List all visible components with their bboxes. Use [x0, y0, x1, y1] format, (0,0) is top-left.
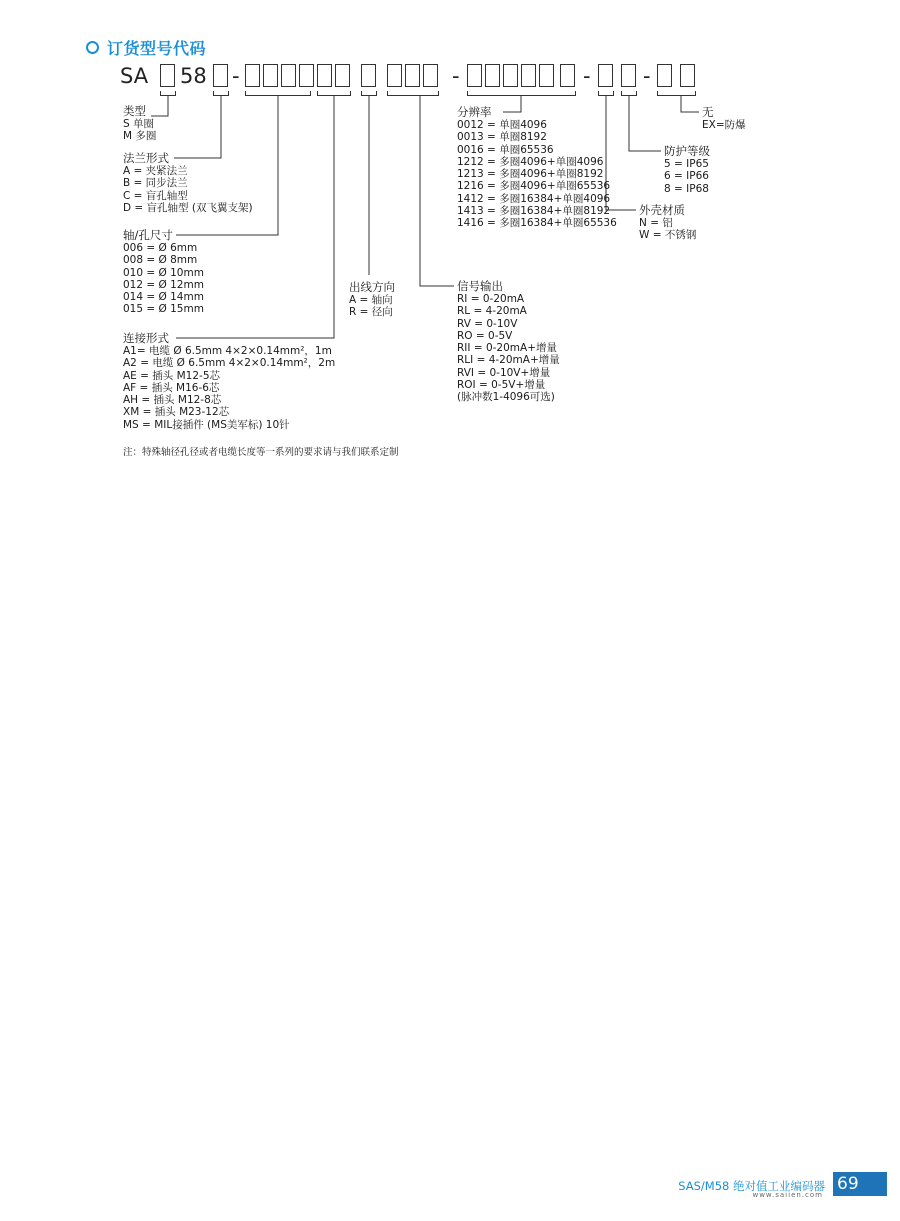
- footer-website: www.saiien.com: [752, 1191, 823, 1199]
- group-title: 出线方向: [349, 280, 395, 294]
- option-item: 0013 = 单圈8192: [457, 131, 547, 144]
- group-title: 无: [702, 105, 714, 119]
- option-item: ROI = 0-5V+增量: [457, 379, 546, 392]
- code-prefix: SA: [120, 64, 149, 88]
- group-housing: [639, 203, 696, 242]
- option-item: RII = 0-20mA+增量: [457, 342, 558, 355]
- group-title: 连接形式: [123, 331, 169, 345]
- option-item: AE = 插头 M12-5芯: [123, 369, 221, 382]
- option-item: EX=防爆: [702, 119, 746, 131]
- option-item: 0016 = 单圈65536: [457, 143, 554, 156]
- group-protection: [664, 144, 710, 195]
- group-connection: [123, 331, 335, 431]
- code-dash: -: [232, 64, 240, 88]
- option-item: 1416 = 多圈16384+单圈65536: [457, 217, 617, 230]
- code-dash: -: [583, 64, 591, 88]
- option-item: 1216 = 多圈4096+单圈65536: [457, 180, 611, 193]
- bracket-outlet: [362, 91, 377, 96]
- option-item: 008 = Ø 8mm: [123, 254, 198, 267]
- bracket-shaft: [246, 91, 311, 96]
- code-dash: -: [452, 64, 460, 88]
- option-item: RV = 0-10V: [457, 317, 518, 330]
- option-item: (脉冲数1-4096可选): [457, 391, 555, 404]
- option-item: 8 = IP68: [664, 182, 709, 195]
- code-model: 58: [180, 64, 207, 88]
- option-item: 015 = Ø 15mm: [123, 303, 204, 316]
- option-item: XM = 插头 M23-12芯: [123, 406, 230, 419]
- bracket-housing: [599, 91, 614, 96]
- option-item: 1212 = 多圈4096+单圈4096: [457, 155, 604, 168]
- group-resolution: [457, 105, 617, 230]
- option-item: W = 不锈钢: [639, 229, 697, 242]
- option-item: N = 铝: [639, 217, 673, 229]
- option-item: RO = 0-5V: [457, 329, 513, 342]
- option-item: AH = 插头 M12-8芯: [123, 394, 222, 407]
- option-item: A = 轴向: [349, 294, 393, 306]
- leader-protection: [629, 96, 661, 151]
- option-item: A1= 电缆 Ø 6.5mm 4×2×0.14mm²，1m: [123, 345, 332, 357]
- group-title: 防护等级: [664, 144, 710, 158]
- option-item: RI = 0-20mA: [457, 293, 525, 305]
- option-item: 1213 = 多圈4096+单圈8192: [457, 168, 604, 181]
- group-signal: [457, 279, 560, 404]
- option-item: 5 = IP65: [664, 158, 709, 170]
- option-item: MS = MIL接插件 (MS美军标) 10针: [123, 418, 290, 431]
- leader-signal: [420, 96, 454, 286]
- option-item: A = 夹紧法兰: [123, 165, 188, 177]
- option-item: M 多圈: [123, 130, 157, 143]
- option-item: D = 盲孔轴型 (双飞翼支架): [123, 201, 253, 214]
- option-item: R = 径向: [349, 306, 393, 319]
- option-item: 010 = Ø 10mm: [123, 266, 204, 279]
- group-type: [123, 104, 156, 143]
- bracket-protection: [622, 91, 637, 96]
- option-item: 1412 = 多圈16384+单圈4096: [457, 192, 611, 205]
- option-item: 006 = Ø 6mm: [123, 242, 198, 254]
- option-item: S 单圈: [123, 118, 155, 130]
- group-title: 分辨率: [457, 105, 492, 119]
- group-title: 法兰形式: [123, 151, 169, 165]
- group-shaft: [123, 228, 204, 316]
- footnote: 注：特殊轴径孔径或者电缆长度等一系列的要求请与我们联系定制: [123, 447, 399, 458]
- leader-flange: [174, 96, 221, 158]
- option-item: 014 = Ø 14mm: [123, 291, 204, 304]
- option-item: 0012 = 单圈4096: [457, 119, 547, 131]
- option-item: RVI = 0-10V+增量: [457, 366, 551, 379]
- group-outlet: [349, 280, 395, 319]
- page-number: 69: [833, 1172, 887, 1196]
- leader-explosion: [681, 96, 699, 112]
- bracket-connection: [318, 91, 351, 96]
- group-title: 外壳材质: [639, 203, 685, 217]
- group-flange: [123, 151, 253, 214]
- bracket-resolution: [468, 91, 576, 96]
- option-item: 1413 = 多圈16384+单圈8192: [457, 205, 611, 218]
- option-item: AF = 插头 M16-6芯: [123, 381, 220, 394]
- bracket-signal: [388, 91, 439, 96]
- option-item: A2 = 电缆 Ø 6.5mm 4×2×0.14mm²，2m: [123, 357, 336, 370]
- group-explosion: [702, 105, 746, 131]
- option-item: RL = 4-20mA: [457, 305, 527, 318]
- option-item: C = 盲孔轴型: [123, 189, 188, 202]
- group-title: 信号输出: [457, 279, 503, 293]
- code-dash: -: [643, 64, 651, 88]
- section-title: 订货型号代码: [107, 39, 207, 58]
- option-item: 6 = IP66: [664, 170, 709, 183]
- group-title: 轴/孔尺寸: [123, 228, 173, 242]
- option-item: 012 = Ø 12mm: [123, 278, 204, 291]
- bracket-explosion: [658, 91, 696, 96]
- bracket-flange: [214, 91, 229, 96]
- bracket-type: [161, 91, 176, 96]
- option-item: RLI = 4-20mA+增量: [457, 354, 560, 367]
- option-item: B = 同步法兰: [123, 177, 188, 190]
- footer-title: SAS/M58 绝对值工业编码器: [678, 1179, 825, 1193]
- group-title: 类型: [123, 104, 146, 118]
